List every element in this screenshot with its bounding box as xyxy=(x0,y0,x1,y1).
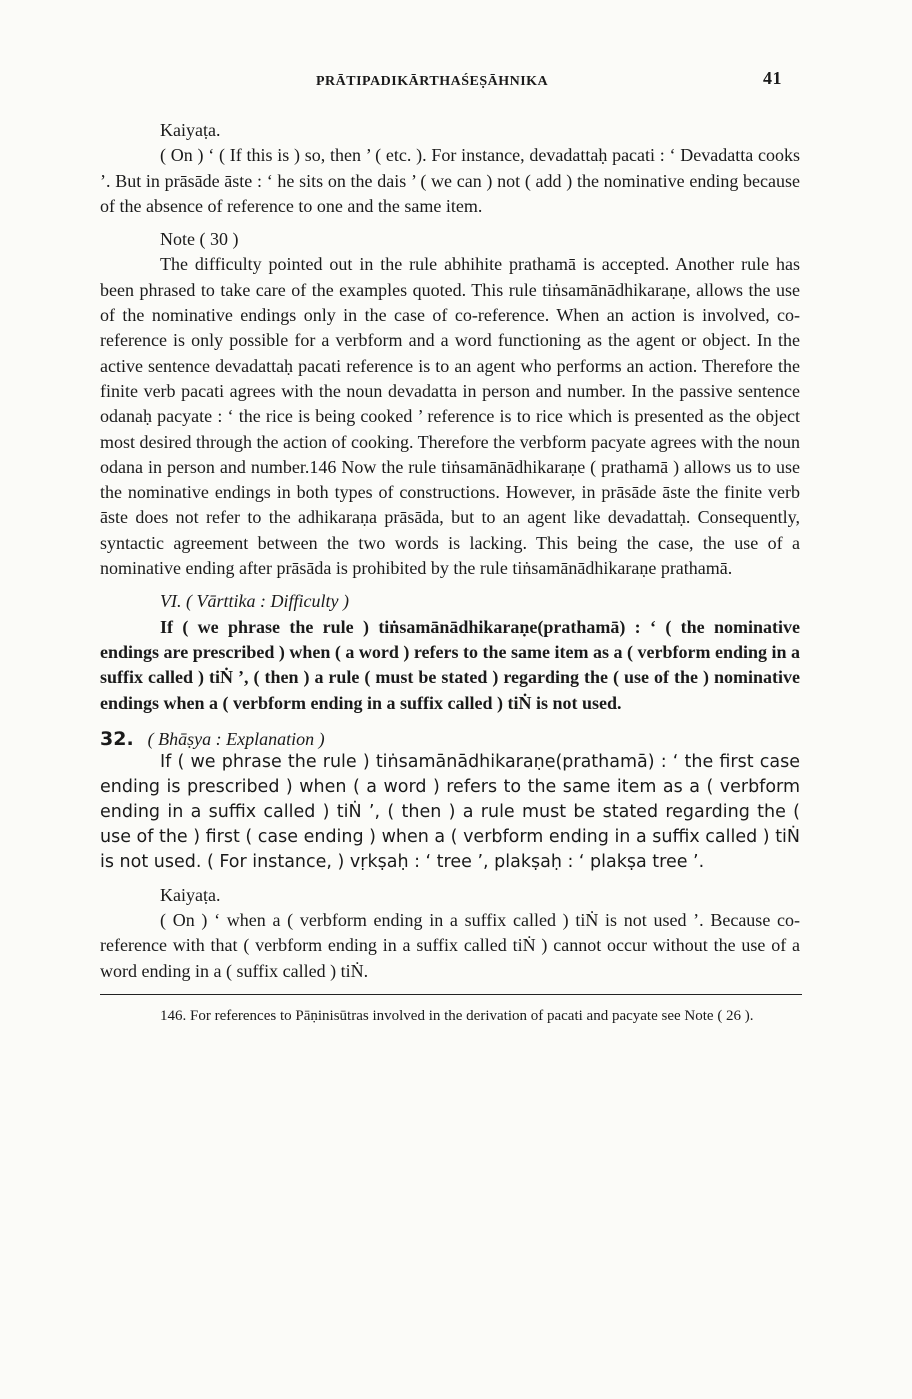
varttika-text: If ( we phrase the rule ) tiṅsamānādhikaraṇe(prathamā) : ‘ ( the nominative endings are prescribed ) when ( a word ) refers to the same item as a ( verbform ending in a suffix called ) tiṄ ’, ( then ) a rule ( must be stated ) regarding the ( use of the ) nominative endings when a ( verbform ending in a suffix called ) tiṄ is not used. xyxy=(100,616,800,713)
paragraph: ( On ) ‘ when a ( verbform ending in a suffix called ) tiṄ is not used ’. Because co-reference with that ( verbform ending in a suffix called tiṄ ) cannot occur without the use of a word ending in a ( suffix called ) tiṄ. xyxy=(100,910,800,981)
page xyxy=(100,66,800,1027)
page-number: 41 xyxy=(763,68,782,88)
paragraph: ( On ) ‘ ( If this is ) so, then ’ ( etc. ). For instance, devadattaḥ pacati : ‘ Devadatta cooks ’. But in prāsāde āste : ‘ he sits on the dais ’ ( we can ) not ( add ) the nominative ending because of the absence of reference to one and the same item. xyxy=(100,145,800,216)
section-number: 32. xyxy=(100,727,134,750)
running-title: PRĀTIPADIKĀRTHAŚEṢĀHNIKA xyxy=(316,74,549,89)
note-heading: Note ( 30 ) xyxy=(160,229,239,250)
section-label: ( Bhāṣya : Explanation ) xyxy=(147,728,325,749)
section-heading xyxy=(100,728,800,750)
kaiyata-heading: Kaiyaṭa. xyxy=(160,120,221,140)
paragraph: The difficulty pointed out in the rule abhihite prathamā is accepted. Another rule has been phrased to take care of the examples quoted. This rule tiṅsamānādhikaraṇe, allows the use of the nominative endings only in the case of co-reference. When an action is involved, co-reference is only possible for a verbform and a word functioning as the agent or object. In the active sentence devadattaḥ pacati reference is to an agent who performs an action. Therefore the finite verb pacati agrees with the noun devadatta in person and number. In the passive sentence odanaḥ pacyate : ‘ the rice is being cooked ’ reference is to rice which is presented as the object most desired through the action of cooking. Therefore the verbform pacyate agrees with the noun odana in person and number.146 Now the rule tiṅsamānādhikaraṇe ( prathamā ) allows us to use the nominative endings in both types of constructions. However, in prāsāde āste the finite verb āste does not refer to the adhikaraṇa prāsāda, but to an agent like devadattaḥ. Consequently, syntactic agreement between the two words is lacking. This being the case, the use of a nominative ending after prāsāda is prohibited by the rule tiṅsamānādhikaraṇe prathamā. xyxy=(100,254,800,579)
bhasya-text: If ( we phrase the rule ) tiṅsamānādhikaraṇe(prathamā) : ‘ the first case ending is prescribed ) when ( a word ) refers to the same item as a ( verbform ending in a suffix called ) tiṄ ’, ( then ) a rule must be stated regarding the ( use of the ) first ( case ending ) when a ( verbform ending in a suffix called ) tiṄ is not used. ( For instance, ) vṛkṣaḥ : ‘ tree ’, plakṣaḥ : ‘ plakṣa tree ’. xyxy=(100,751,801,872)
footnote-divider xyxy=(100,994,802,995)
footnote: 146. For references to Pāṇinisūtras involved in the derivation of pacati and pacyate see Note ( 26 ). xyxy=(160,1008,754,1025)
running-header xyxy=(100,66,800,96)
varttika-heading: VI. ( Vārttika : Difficulty ) xyxy=(160,591,349,612)
kaiyata-heading: Kaiyaṭa. xyxy=(160,884,221,905)
